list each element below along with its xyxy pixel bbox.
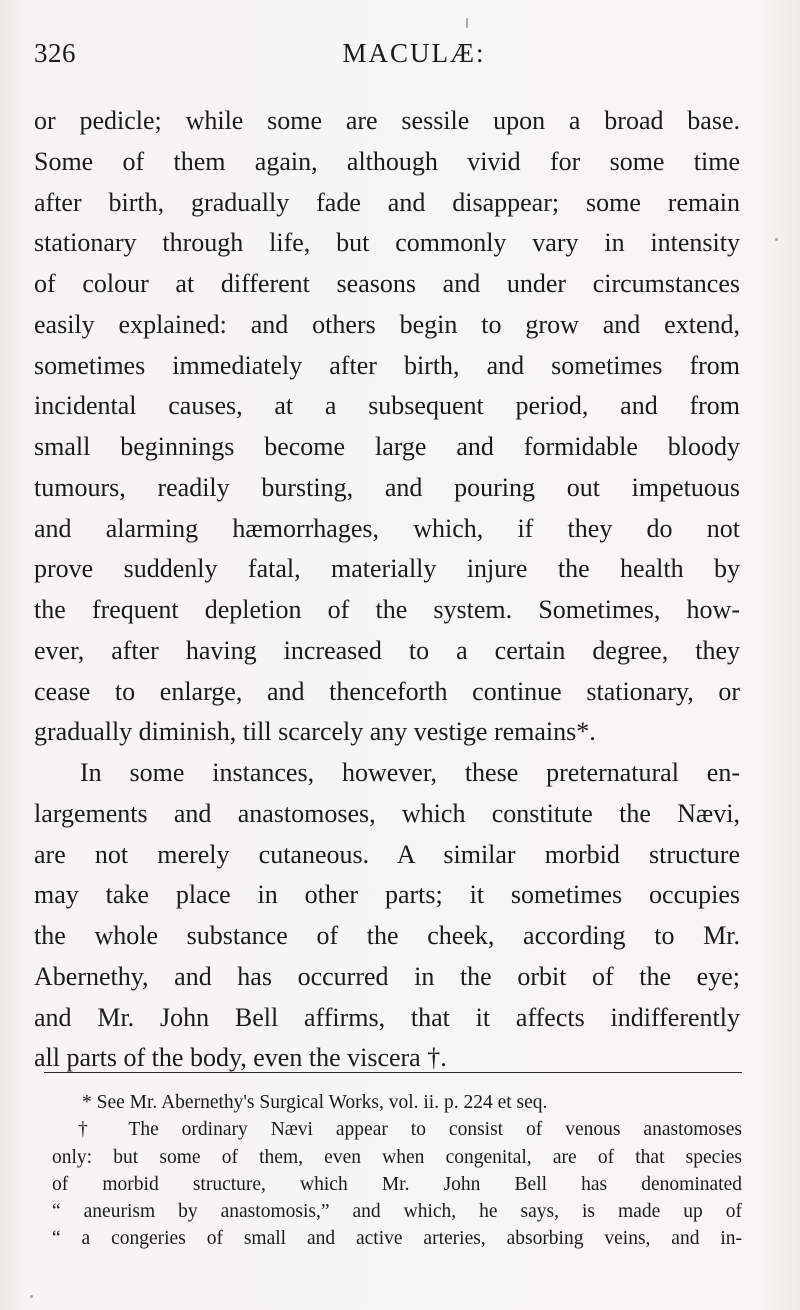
- paper-speck: [466, 18, 468, 28]
- footnote-line: only: but some of them, even when congenital, are of that species: [52, 1146, 742, 1168]
- body-line: after birth, gradually fade and disappear; some remain: [34, 187, 740, 217]
- footnote-line: of morbid structure, which Mr. John Bell has denominated: [52, 1173, 742, 1195]
- body-line: tumours, readily bursting, and pouring out impetuous: [34, 472, 740, 502]
- body-line: and alarming hæmorrhages, which, if they do not: [34, 513, 740, 543]
- footnote-divider: [44, 1072, 742, 1073]
- body-line: stationary through life, but commonly vary in intensity: [34, 228, 740, 258]
- page-number: 326: [34, 38, 76, 68]
- paper-speck: [30, 1295, 33, 1298]
- body-line: of colour at different seasons and under circumstances: [34, 269, 740, 298]
- body-line: cease to enlarge, and thenceforth continue stationary, or: [34, 676, 740, 706]
- body-line: the whole substance of the cheek, according to Mr.: [34, 921, 740, 950]
- footnote-line: * See Mr. Abernethy's Surgical Works, vol. ii. p. 224 et seq.: [82, 1092, 548, 1113]
- body-line: small beginnings become large and formidable bloody: [34, 432, 740, 461]
- body-line: sometimes immediately after birth, and sometimes from: [34, 350, 740, 380]
- body-line: all parts of the body, even the viscera †.: [34, 1043, 447, 1073]
- running-head: MACULÆ:: [342, 38, 486, 68]
- page-header: [34, 38, 764, 78]
- body-line: prove suddenly fatal, materially injure the health by: [34, 554, 740, 584]
- body-line: ever, after having increased to a certain degree, they: [34, 635, 740, 665]
- body-line: may take place in other parts; it sometimes occupies: [34, 880, 740, 910]
- paragraph-start-line: In some instances, however, these preternatural en-: [80, 758, 740, 787]
- body-line: largements and anastomoses, which constitute the Nævi,: [34, 798, 740, 828]
- body-text: [34, 101, 740, 1079]
- body-line: Some of them again, although vivid for some time: [34, 146, 740, 176]
- body-line: the frequent depletion of the system. Sometimes, how-: [34, 595, 740, 624]
- body-line: gradually diminish, till scarcely any vestige remains*.: [34, 717, 596, 747]
- paper-speck: [775, 238, 778, 241]
- footnote-line: “ a congeries of small and active arteries, absorbing veins, and in-: [52, 1228, 742, 1250]
- body-line: incidental causes, at a subsequent period, and from: [34, 391, 740, 421]
- body-line: easily explained: and others begin to grow and extend,: [34, 309, 740, 339]
- footnotes: [52, 1089, 742, 1253]
- body-line: are not merely cutaneous. A similar morbid structure: [34, 839, 740, 869]
- body-line: or pedicle; while some are sessile upon a broad base.: [34, 106, 740, 135]
- footnote-line: † The ordinary Nævi appear to consist of venous anastomoses: [78, 1119, 742, 1141]
- body-line: Abernethy, and has occurred in the orbit of the eye;: [34, 961, 740, 991]
- body-line: and Mr. John Bell affirms, that it affects indifferently: [34, 1002, 740, 1032]
- footnote-line: “ aneurism by anastomosis,” and which, he says, is made up of: [52, 1201, 742, 1223]
